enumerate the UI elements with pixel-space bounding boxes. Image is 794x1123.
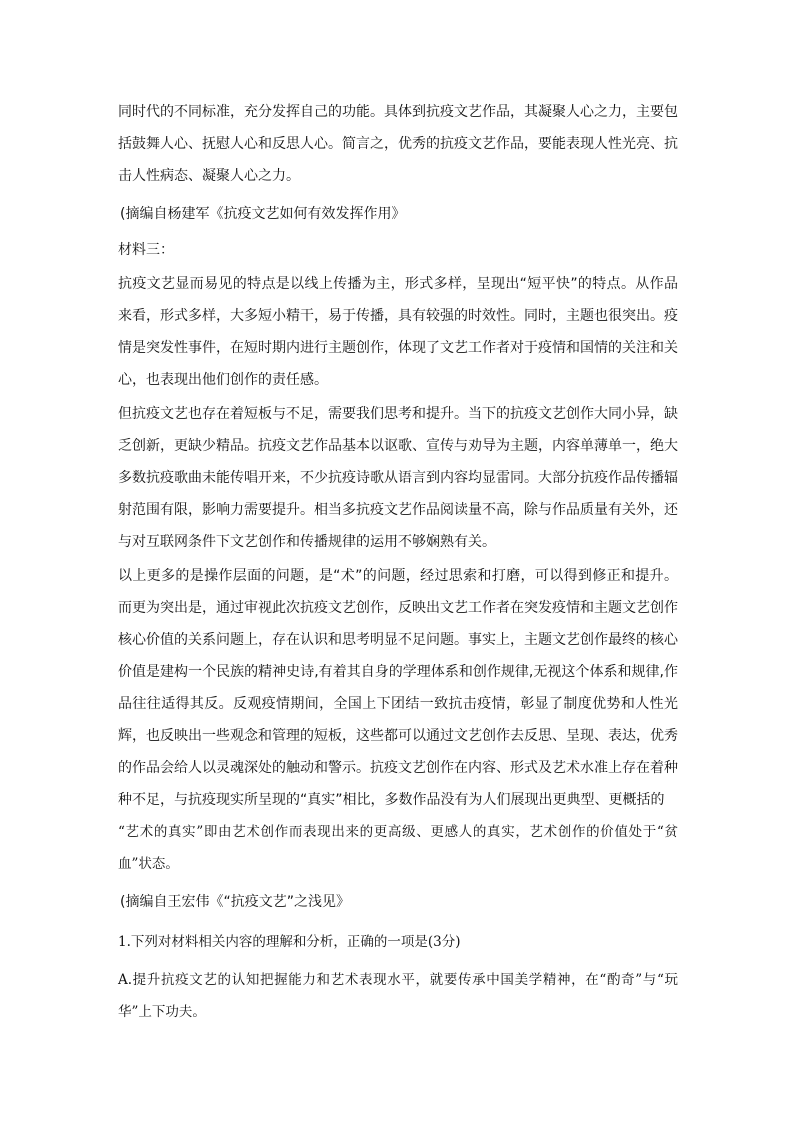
paragraph-material-three-1: 抗疫文艺显而易见的特点是以线上传播为主，形式多样，呈现出“短平快”的特点。从作品来看，形式多样，大多短小精干，易于传播，具有较强的时效性。同时，主题也很突出。疫情是突发性事件，在短时期内进行主题创作，体现了文艺工作者对于疫情和国情的关注和关心，也表现出他们创作的责任感。: [118, 276, 678, 388]
paragraph-material-three-3-continued: “艺术的真实”即由艺术创作而表现出来的更高级、更感人的真实，艺术创作的价值处于“贫血”状态。: [118, 824, 678, 872]
source-citation-material-three: (摘编自王宏伟《“抗疫文艺”之浅见》: [120, 894, 350, 910]
question-1-option-a: A.提升抗疫文艺的认知把握能力和艺术表现水平，就要传承中国美学精神，在“酌奇”与“玩华”上下功夫。: [118, 972, 678, 1020]
question-1: 1.下列对材料相关内容的理解和分析，正确的一项是(3分): [118, 934, 461, 950]
material-three-label: 材料三：: [118, 242, 174, 258]
document-body: [118, 96, 678, 1028]
paragraph-material-three-2: 但抗疫文艺也存在着短板与不足，需要我们思考和提升。当下的抗疫文艺创作大同小异，缺乏创新，更缺少精品。抗疫文艺作品基本以讴歌、宣传与劝导为主题，内容单薄单一，绝大多数抗疫歌曲未能传唱开来，不少抗疫诗歌从语言到内容均显雷同。大部分抗疫作品传播辐射范围有限，影响力需要提升。相当多抗疫文艺作品阅读量不高，除与作品质量有关外，还与对互联网条件下文艺创作和传播规律的运用不够娴熟有关。: [118, 406, 678, 550]
paragraph-material-two-end: 同时代的不同标准，充分发挥自己的功能。具体到抗疫文艺作品，其凝聚人心之力，主要包括鼓舞人心、抚慰人心和反思人心。简言之，优秀的抗疫文艺作品，要能表现人性光亮、抗击人性病态、凝聚人心之力。: [118, 104, 678, 184]
paragraph-material-three-3: 以上更多的是操作层面的问题，是“术”的问题，经过思索和打磨，可以得到修正和提升。而更为突出是，通过审视此次抗疫文艺创作，反映出文艺工作者在突发疫情和主题文艺创作核心价值的关系问题上，存在认识和思考明显不足问题。事实上，主题文艺创作最终的核心价值是建构一个民族的精神史诗,有着其自身的学理体系和创作规律,无视这个体系和规律,作品往往适得其反。反观疫情期间，全国上下团结一致抗击疫情，彰显了制度优势和人性光辉，也反映出一些观念和管理的短板，这些都可以通过文艺创作去反思、呈现、表达，优秀的作品会给人以灵魂深处的触动和警示。抗疫文艺创作在内容、形式及艺术水准上存在着种种不足，与抗疫现实所呈现的“真实”相比，多数作品没有为人们展现出更典型、更概括的: [118, 568, 678, 808]
source-citation-material-two: (摘编自杨建军《抗疫文艺如何有效发挥作用》: [120, 206, 406, 222]
